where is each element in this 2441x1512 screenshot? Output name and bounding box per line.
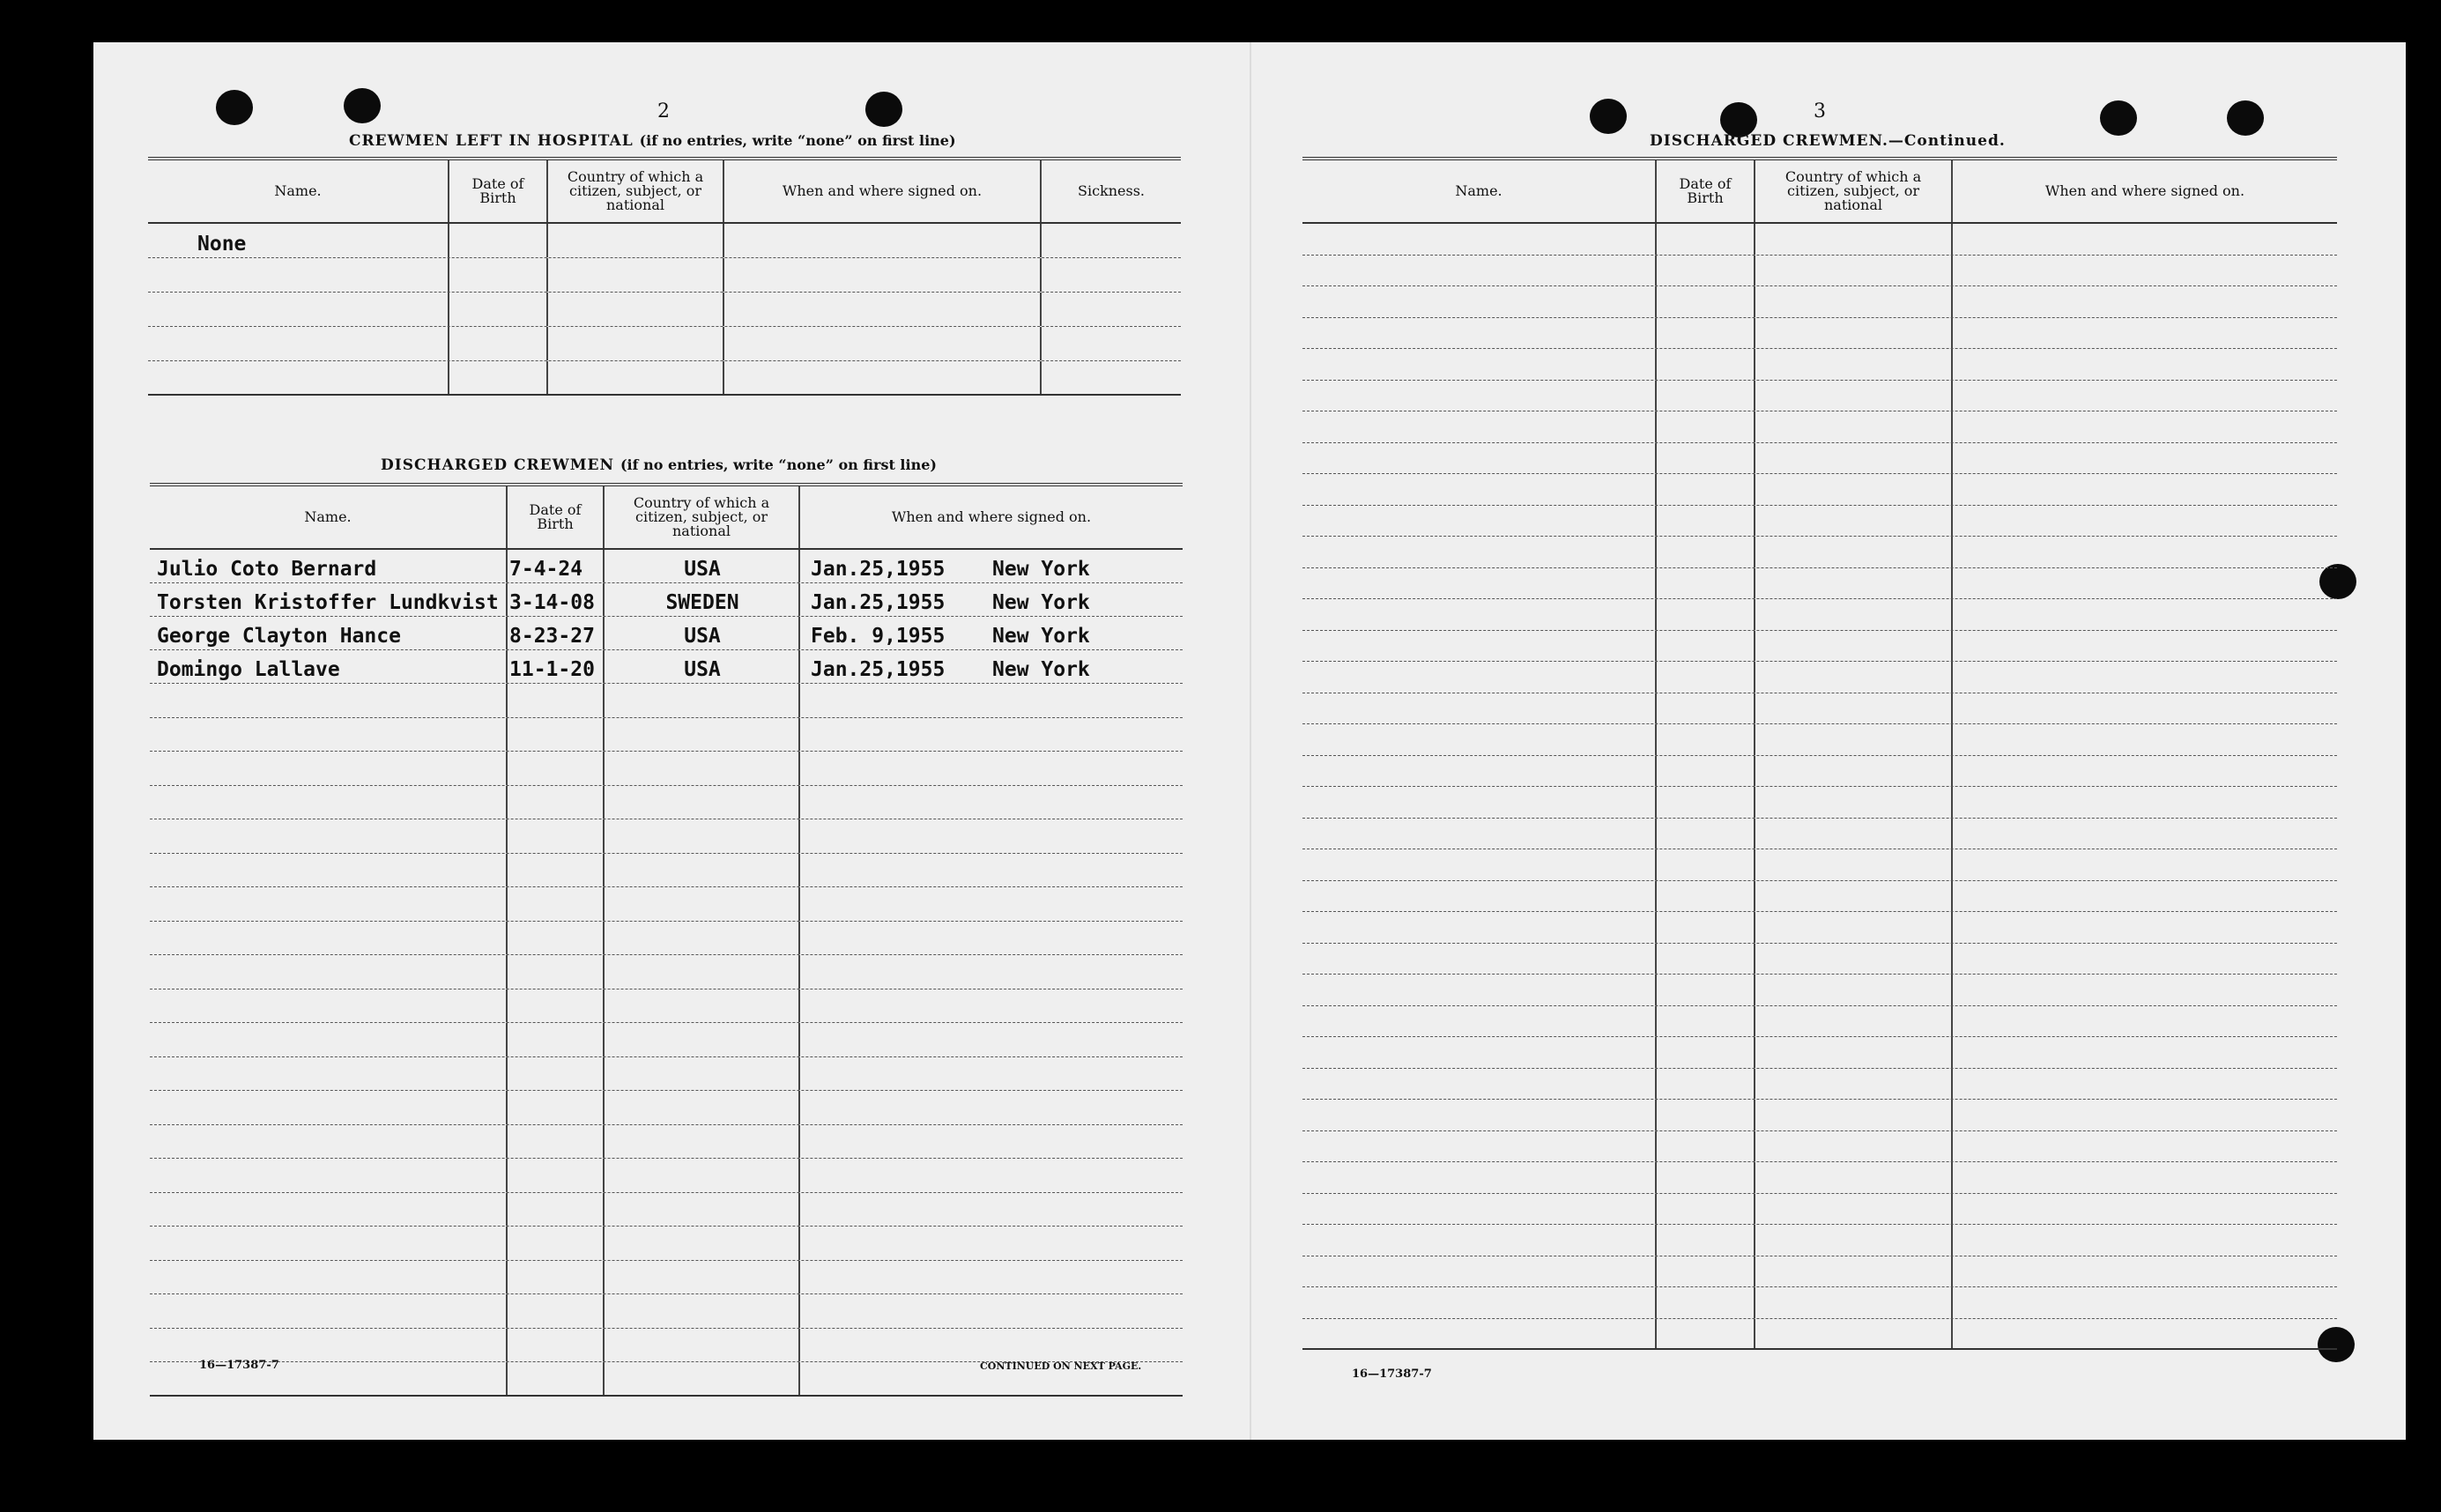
form-number: 16—17387-7 [1352,1367,1432,1381]
empty-row [1302,693,2337,725]
empty-row [1302,1256,2337,1288]
empty-row [1302,506,2337,537]
page-number: 3 [1814,100,1826,122]
crew-dob: 11-1-20 [508,650,605,683]
continued-note: CONTINUED ON NEXT PAGE. [980,1360,1142,1372]
crew-dob: 8-23-27 [508,617,605,649]
crew-country: USA [605,550,800,582]
header-signed-on: When and where signed on. [724,160,1042,222]
header-country: Country of which a citizen, subject, or national [1755,160,1953,222]
empty-row [1302,443,2337,475]
empty-row [150,1294,1183,1329]
crew-name: Domingo Lallave [150,650,508,683]
page-number: 2 [657,100,670,122]
crew-dob: 7-4-24 [508,550,605,582]
empty-row [150,1227,1183,1261]
empty-row [1302,1131,2337,1163]
header-name: Name. [150,486,508,548]
empty-row [1302,256,2337,287]
crew-country: USA [605,650,800,683]
hospital-title-text: CREWMEN LEFT IN HOSPITAL [349,132,634,150]
punch-hole [865,92,902,127]
empty-row [150,718,1183,752]
empty-row [1302,349,2337,381]
empty-row [1302,286,2337,318]
signed-on-date: Jan.25,1955 [811,591,946,614]
hospital-section-title [349,132,956,150]
empty-row [150,955,1183,989]
empty-row [1302,318,2337,350]
empty-row [1302,411,2337,443]
empty-row [1302,599,2337,631]
empty-row [150,854,1183,888]
header-dob: Date of Birth [449,160,548,222]
empty-row [150,786,1183,820]
empty-row [1302,224,2337,256]
empty-row [1302,1319,2337,1351]
empty-row [1302,474,2337,506]
hospital-entry: None [148,224,449,257]
empty-row [1302,1162,2337,1194]
crew-name: George Clayton Hance [150,617,508,649]
signed-on-place: New York [992,558,1090,581]
empty-row [1302,975,2337,1006]
empty-row [150,1023,1183,1057]
empty-row [1302,1006,2337,1038]
header-name: Name. [148,160,449,222]
signed-on-date: Jan.25,1955 [811,558,946,581]
empty-row [1302,1100,2337,1131]
empty-row [1302,381,2337,412]
empty-row [150,819,1183,854]
hospital-table [148,157,1181,396]
continued-table [1302,157,2337,1350]
empty-row [1302,537,2337,568]
empty-row [150,1261,1183,1295]
empty-row [1302,662,2337,693]
header-sickness: Sickness. [1077,182,1145,199]
empty-row [150,922,1183,956]
header-dob: Date of Birth [508,486,605,548]
empty-row [1302,849,2337,881]
empty-row [1302,1287,2337,1319]
discharged-title-text: DISCHARGED CREWMEN [381,456,615,474]
empty-row [150,1125,1183,1160]
punch-hole [2100,100,2137,136]
header-country: Country of which a citizen, subject, or national [548,160,724,222]
empty-row [1302,787,2337,819]
punch-hole [216,90,253,125]
signed-on-place: New York [992,658,1090,681]
empty-row [1302,1225,2337,1256]
page-fold [1250,42,1251,1440]
crew-name: Julio Coto Bernard [150,550,508,582]
discharged-section-title [381,456,937,474]
empty-row [1302,1037,2337,1069]
signed-on-place: New York [992,591,1090,614]
punch-hole [344,88,381,123]
discharged-instruction: (if no entries, write “none” on first line) [620,456,937,473]
empty-row [1302,944,2337,975]
crew-name: Torsten Kristoffer Lundkvist [150,583,508,616]
empty-row [150,752,1183,786]
header-signed-on: When and where signed on. [2044,182,2245,199]
empty-row [1302,568,2337,600]
empty-row [1302,724,2337,756]
punch-hole [1590,99,1627,134]
header-dob: Date of Birth [1657,160,1755,222]
empty-row [150,1057,1183,1092]
empty-row [1302,1069,2337,1101]
empty-row [150,1091,1183,1125]
empty-row [1302,912,2337,944]
form-number: 16—17387-7 [199,1359,279,1372]
empty-row [150,684,1183,718]
signed-on-place: New York [992,625,1090,648]
empty-row [1302,881,2337,913]
crew-country: USA [605,617,800,649]
signed-on-date: Jan.25,1955 [811,658,946,681]
empty-row [1302,756,2337,788]
discharged-table [150,483,1183,1397]
table-row [150,583,1183,617]
empty-row [1302,819,2337,850]
empty-row [1302,1194,2337,1226]
signed-on-date: Feb. 9,1955 [811,625,946,648]
empty-row [1302,631,2337,663]
header-signed-on: When and where signed on. [891,508,1092,525]
table-row [150,650,1183,684]
punch-hole [2227,100,2264,136]
crew-dob: 3-14-08 [508,583,605,616]
empty-row [150,1193,1183,1227]
table-row [150,550,1183,583]
table-row [150,617,1183,650]
empty-row [150,887,1183,922]
hospital-instruction: (if no entries, write “none” on first line) [639,132,956,149]
empty-row [150,1159,1183,1193]
empty-row [150,1329,1183,1363]
header-country: Country of which a citizen, subject, or national [605,486,800,548]
continued-section-title: DISCHARGED CREWMEN.—Continued. [1650,132,2006,150]
header-name: Name. [1302,160,1657,222]
empty-row [150,989,1183,1024]
crew-country: SWEDEN [605,583,800,616]
